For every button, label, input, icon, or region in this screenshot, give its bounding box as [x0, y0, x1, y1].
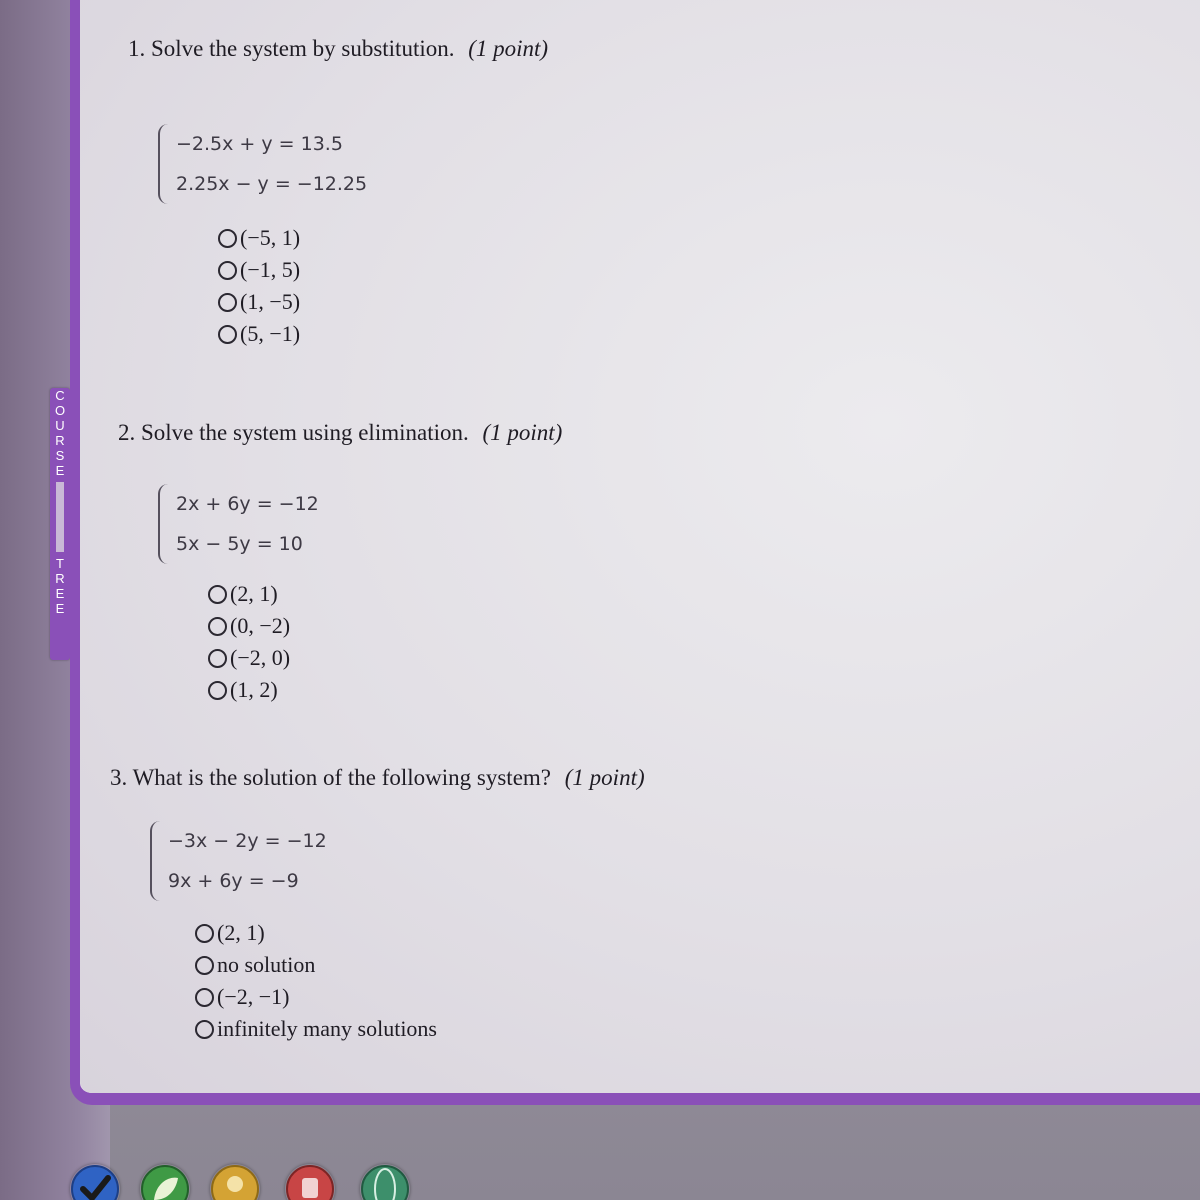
- checkmark-icon[interactable]: [70, 1164, 120, 1200]
- choice-label: (1, 2): [230, 677, 278, 702]
- question-points: (1 point): [482, 420, 563, 445]
- bottom-toolbar: [60, 1150, 1200, 1200]
- answer-choice[interactable]: [208, 642, 562, 674]
- answer-choice[interactable]: [218, 318, 548, 350]
- choice-label: (2, 1): [217, 920, 265, 945]
- leaf-icon[interactable]: [140, 1164, 190, 1200]
- radio-button[interactable]: [208, 649, 227, 668]
- radio-button[interactable]: [208, 585, 227, 604]
- question-heading: [118, 420, 562, 446]
- tool-icon[interactable]: [285, 1164, 335, 1200]
- answer-choice[interactable]: [195, 917, 645, 949]
- choice-label: no solution: [217, 952, 316, 977]
- content-panel: [70, 0, 1200, 1105]
- answer-choice[interactable]: [195, 981, 645, 1013]
- question-points: (1 point): [564, 765, 645, 790]
- answer-choice[interactable]: [218, 254, 548, 286]
- quiz-content: [80, 0, 1200, 1093]
- question-prompt: Solve the system by substitution.: [151, 36, 455, 61]
- choice-label: (5, −1): [240, 321, 301, 346]
- tab-divider: [56, 482, 64, 552]
- radio-button[interactable]: [218, 293, 237, 312]
- tab-letter: E: [55, 463, 65, 478]
- tab-letter: O: [54, 403, 66, 418]
- question-3: [110, 765, 645, 1045]
- radio-button[interactable]: [195, 924, 214, 943]
- tab-letter: E: [55, 601, 65, 616]
- tab-letter: U: [55, 418, 65, 433]
- equation: −2.5x + y = 13.5: [176, 133, 343, 155]
- answer-choices: [208, 578, 562, 706]
- choice-label: (1, −5): [240, 289, 301, 314]
- tab-letter: E: [55, 586, 65, 601]
- answer-choice[interactable]: [208, 674, 562, 706]
- radio-button[interactable]: [208, 617, 227, 636]
- choice-label: (−1, 5): [240, 257, 301, 282]
- radio-button[interactable]: [208, 681, 227, 700]
- equation: 2.25x − y = −12.25: [176, 173, 368, 195]
- paint-icon[interactable]: [210, 1164, 260, 1200]
- equation: 2x + 6y = −12: [176, 493, 319, 515]
- radio-button[interactable]: [218, 325, 237, 344]
- equation-system: [150, 821, 645, 901]
- equation-system: [158, 124, 548, 204]
- question-number: 1.: [128, 36, 146, 61]
- answer-choices: [218, 222, 548, 350]
- radio-button[interactable]: [218, 229, 237, 248]
- tab-letter: R: [55, 433, 65, 448]
- question-2: [118, 420, 562, 706]
- question-prompt: What is the solution of the following system?: [132, 765, 552, 790]
- answer-choice[interactable]: [195, 1013, 645, 1045]
- choice-label: (2, 1): [230, 581, 278, 606]
- equation: 5x − 5y = 10: [176, 533, 303, 555]
- question-points: (1 point): [468, 36, 549, 61]
- answer-choice[interactable]: [208, 578, 562, 610]
- course-tree-tab[interactable]: [50, 388, 70, 660]
- answer-choice[interactable]: [218, 286, 548, 318]
- question-1: [128, 36, 548, 350]
- equation: 9x + 6y = −9: [168, 870, 299, 892]
- question-heading: [128, 36, 548, 62]
- radio-button[interactable]: [195, 956, 214, 975]
- choice-label: (−2, −1): [217, 984, 290, 1009]
- tab-letter: R: [55, 571, 65, 586]
- radio-button[interactable]: [218, 261, 237, 280]
- question-heading: [110, 765, 645, 791]
- tab-letter: C: [55, 388, 65, 403]
- choice-label: infinitely many solutions: [217, 1016, 437, 1041]
- question-number: 2.: [118, 420, 136, 445]
- radio-button[interactable]: [195, 988, 214, 1007]
- answer-choice[interactable]: [195, 949, 645, 981]
- question-number: 3.: [110, 765, 128, 790]
- question-prompt: Solve the system using elimination.: [141, 420, 469, 445]
- choice-label: (0, −2): [230, 613, 291, 638]
- answer-choice[interactable]: [218, 222, 548, 254]
- equation: −3x − 2y = −12: [168, 830, 327, 852]
- globe-icon[interactable]: [360, 1164, 410, 1200]
- tab-letter: T: [56, 556, 64, 571]
- choice-label: (−2, 0): [230, 645, 291, 670]
- equation-system: [158, 484, 562, 564]
- choice-label: (−5, 1): [240, 225, 301, 250]
- answer-choices: [195, 917, 645, 1045]
- answer-choice[interactable]: [208, 610, 562, 642]
- radio-button[interactable]: [195, 1020, 214, 1039]
- tab-letter: S: [55, 448, 65, 463]
